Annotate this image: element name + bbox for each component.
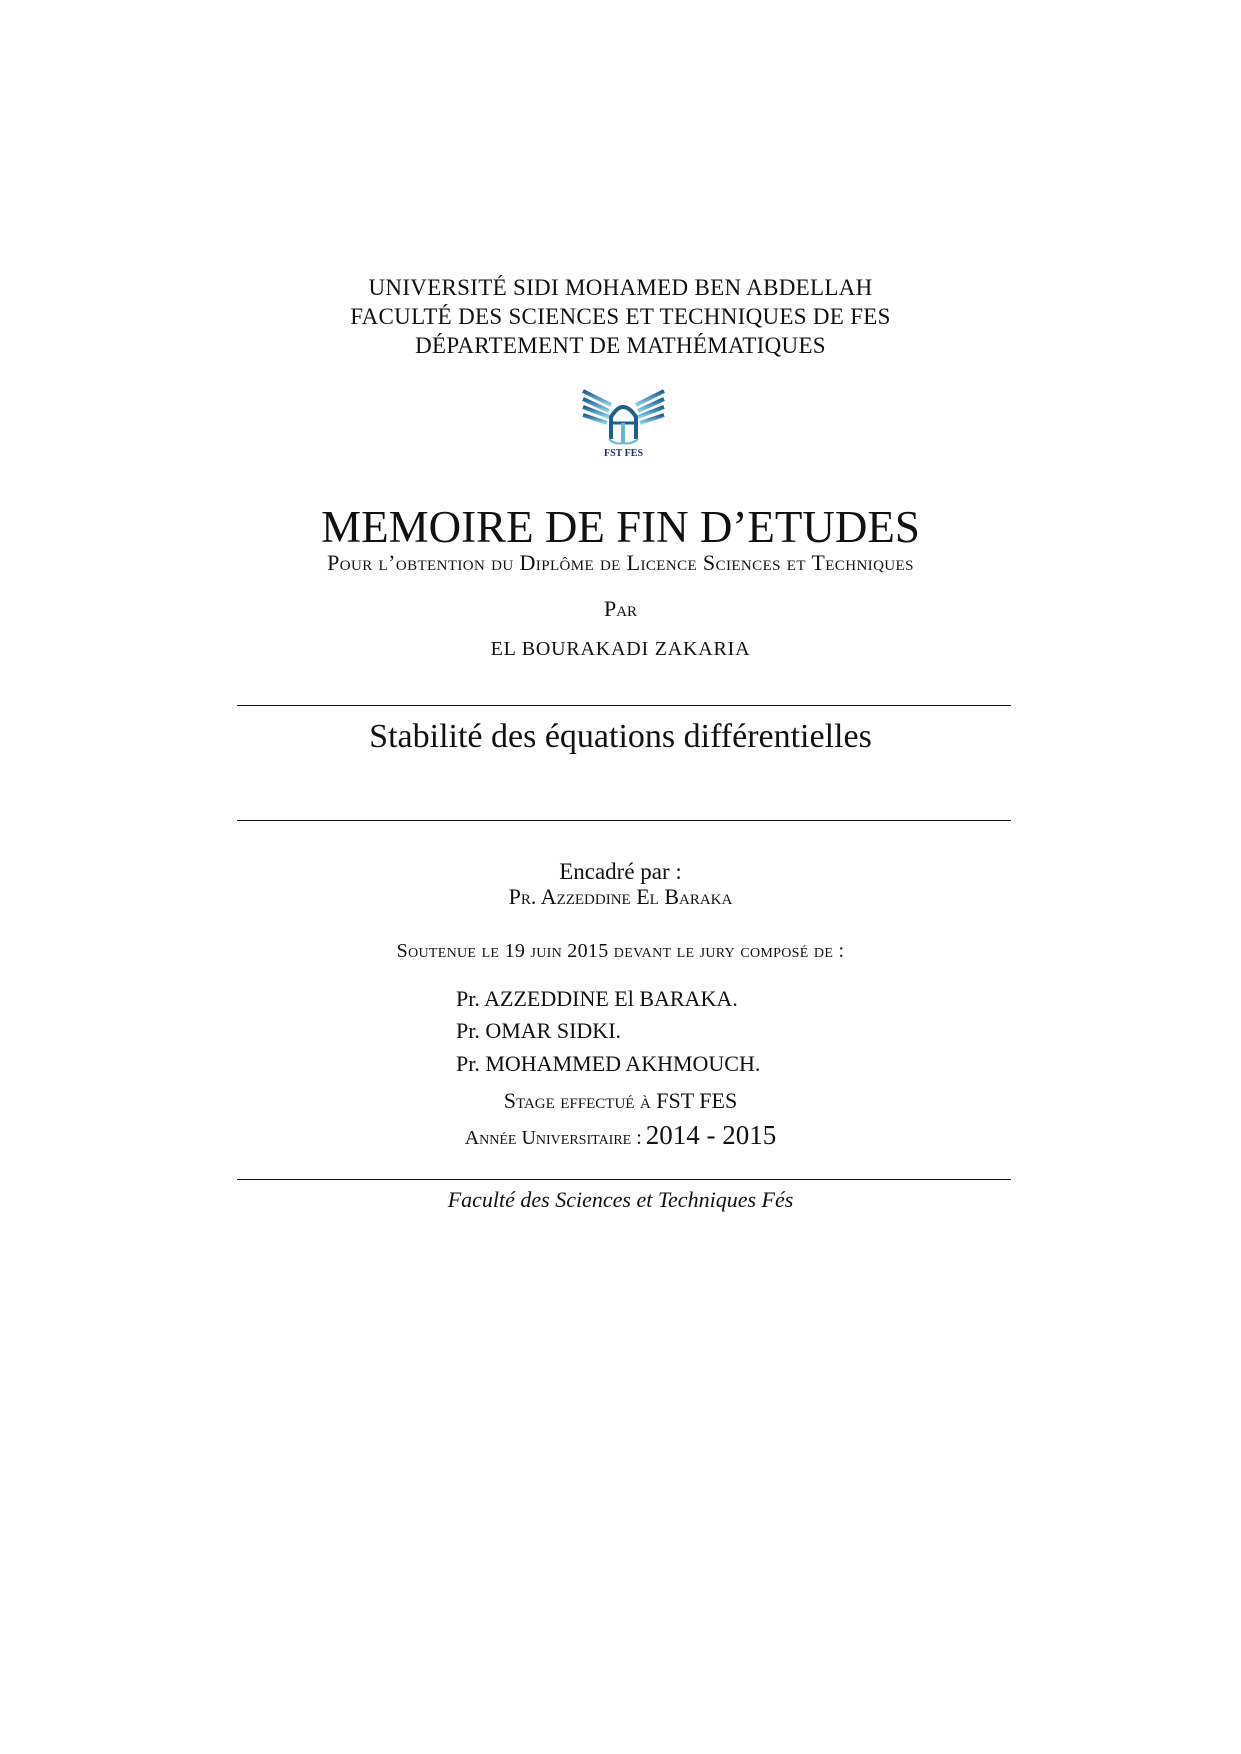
supervisor-name: Pr. Azzeddine El Baraka — [508, 884, 733, 909]
degree-subtitle: Pour l’obtention du Diplôme de Licence Sciences et Techniques — [327, 550, 914, 575]
fst-fes-logo — [581, 387, 666, 459]
academic-year-label: Année Universitaire : — [464, 1127, 642, 1149]
defense-statement: Soutenue le 19 juin 2015 devant le jury composé de : — [396, 940, 845, 962]
department-name: DÉPARTEMENT DE MATHÉMATIQUES — [415, 333, 826, 358]
svg-text:FST FES: FST FES — [604, 448, 643, 459]
jury-member: Pr. AZZEDDINE El BARAKA. — [456, 986, 738, 1011]
author-name: EL BOURAKADI ZAKARIA — [490, 638, 751, 660]
supervised-by-label: Encadré par : — [559, 859, 682, 884]
internship-location: Stage effectué à FST FES — [503, 1088, 738, 1113]
divider-bottom — [237, 1179, 1011, 1180]
footer-faculty: Faculté des Sciences et Techniques Fés — [447, 1187, 794, 1212]
jury-member: Pr. MOHAMMED AKHMOUCH. — [456, 1051, 761, 1076]
by-label: Par — [603, 596, 638, 621]
academic-year: 2014 - 2015 — [645, 1120, 777, 1150]
academic-year-line — [0, 1122, 1241, 1149]
faculty-name: FACULTÉ DES SCIENCES ET TECHNIQUES DE FES — [350, 304, 891, 329]
university-name: UNIVERSITÉ SIDI MOHAMED BEN ABDELLAH — [368, 275, 873, 300]
document-type-title: MEMOIRE DE FIN D’ETUDES — [321, 502, 920, 552]
jury-member: Pr. OMAR SIDKI. — [456, 1018, 622, 1043]
thesis-title: Stabilité des équations différentielles — [369, 718, 872, 755]
divider-top — [237, 705, 1011, 706]
divider-middle — [237, 820, 1011, 821]
